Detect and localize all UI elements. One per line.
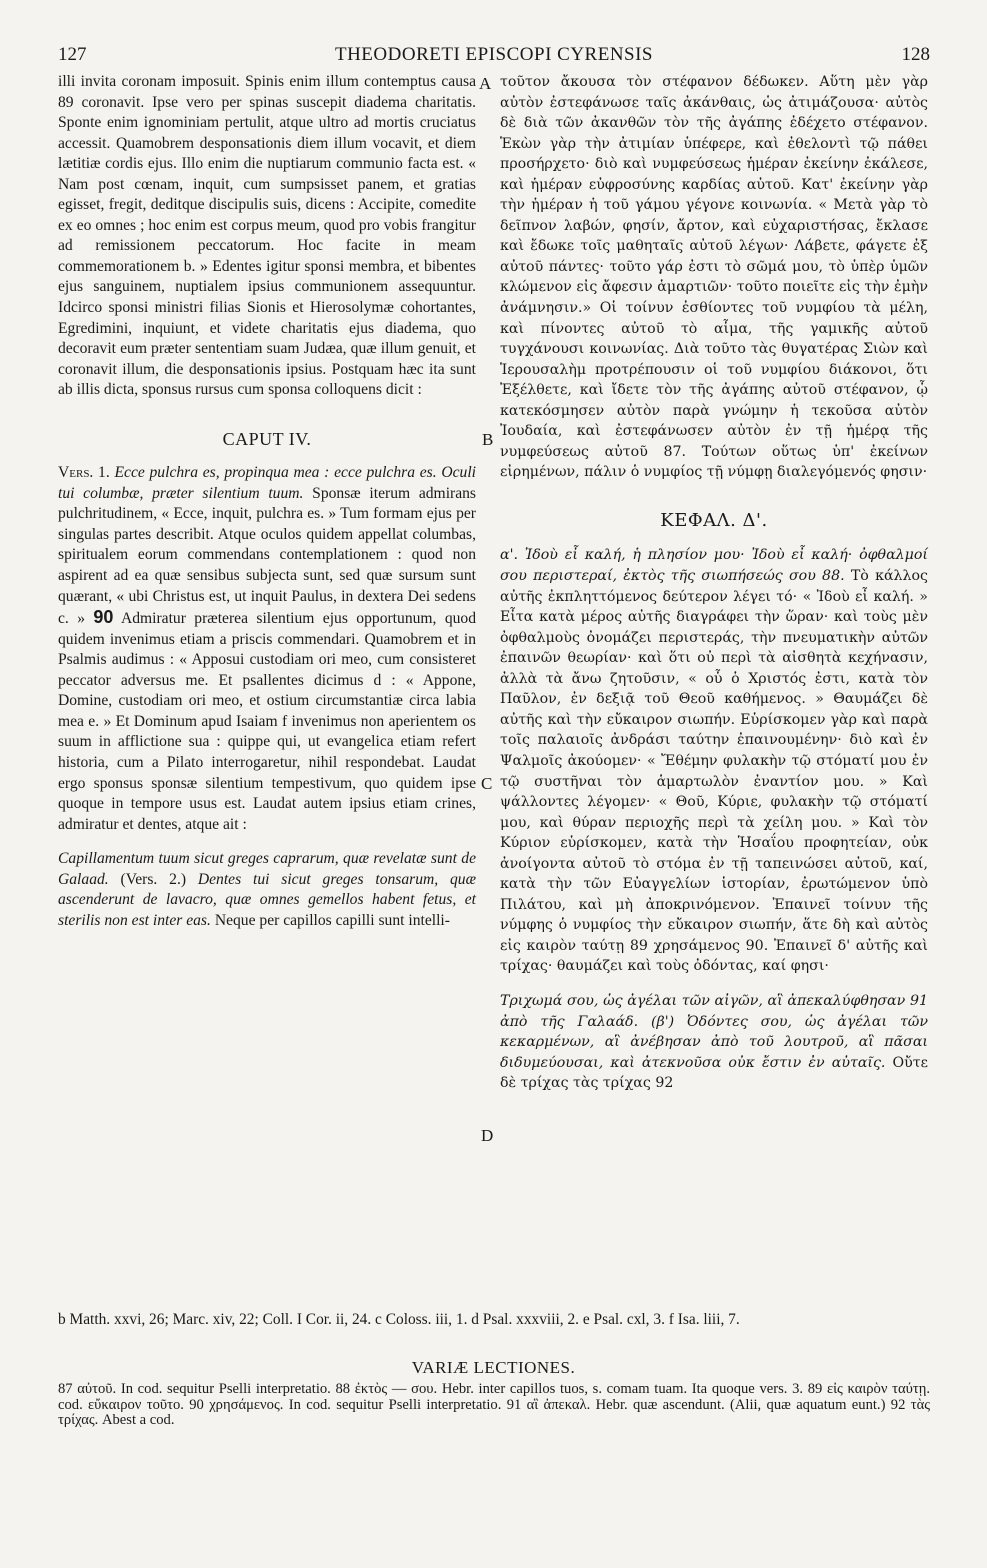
- greek-paragraph-2: [500, 545, 928, 976]
- greek-commentary-tail: Οὔτε δὲ τρίχας τὰς τρίχας 92: [500, 1054, 928, 1092]
- column-number: 90: [93, 607, 114, 628]
- commentary-text: Sponsæ iterum admirans pulchritudinem, « Ecce, inquit, pulchra es. » Tum formam ejus per singulas partes describit. Atque oculos quidem appellat columbas, spiritualem eorum commendans contemplationem : quod non aspirent ad ea quæ sensibus subjecta sunt, sed quæ sursum sunt quærant, « ubi Christus est, ut inquit Paulus, in dextera Dei sedens c. »: [58, 484, 477, 628]
- latin-paragraph-3: [58, 849, 476, 931]
- variae-lectiones-heading: VARIÆ LECTIONES.: [411, 1358, 576, 1377]
- page-number-left: 127: [58, 44, 87, 65]
- greek-paragraph-1: τοῦτον ἄκουσα τὸν στέφανον δέδωκεν. Αὕτη μὲν γὰρ αὐτὸν ἐστεφάνωσε ταῖς ἀκάνθαις, ὡς ἀτιμάζουσα· αὐτὸς δὲ διὰ τῶν ἀκανθῶν τὸν τῆς ἀγάπης ἐδέχετο στέφανον. Ἑκὼν γὰρ τὴν ἀτιμίαν ὑπέφερε, καὶ ἐθελοντὶ τῷ πάθει προσήρχετο· διὸ καὶ νυμφεύσεως ἡμέραν ἐκείνην ἐκάλεσε, καὶ ἡμέραν εὐφροσύνης καρδίας αὐτοῦ. Κατ' ἐκείνην γὰρ τὴν ἡμέραν ἡ τοῦ γάμου γέγονε κοινωνία. « Μετὰ γὰρ τὸ δεῖπνον λαβών, φησίν, ἄρτον, καὶ εὐχαριστήσας, ἔκλασε καὶ ἔδωκε τοῖς μαθηταῖς αὐτοῦ λέγων· Λάβετε, φάγετε ἐξ αὐτοῦ πάντες· τοῦτο γάρ ἐστι τὸ σῶμά μου, τὸ ὑπὲρ ὑμῶν κλώμενον εἰς ἄφεσιν ἁμαρτιῶν· τοῦτο ποιεῖτε εἰς τὴν ἐμὴν ἀνάμνησιν.» Οἱ τοίνυν ἐσθίοντες τοῦ νυμφίου τὰ μέλη, καὶ πίνοντες αὐτοῦ τὸ αἷμα, τῆς γαμικῆς αὐτοῦ τυγχάνουσι κοινωνίας. Διὰ τοῦτο τὰς θυγατέρας Σιὼν καὶ Ἱερουσαλὴμ προτρέπουσιν οἱ τοῦ νυμφίου διάκονοι, ὅτι Ἐξέλθετε, καὶ ἴδετε τὸν τῆς ἀγάπης αὐτοῦ στέφανον, ᾧ κατεκόσμησεν αὐτὸν παρὰ γνώμην ἡ τεκοῦσα αὐτὸν Ἰουδαία, καὶ ἐστεφάνωσεν αὐτὸν ἐν τῇ ἡμέρᾳ τῆς νυμφεύσεως αὐτοῦ 87. Τούτων οὕτως ὑπ' ἐκείνων εἰρημένων, πάλιν ὁ νυμφίος τῇ νύμφῃ διαλεγόμενός φησιν·: [500, 74, 928, 481]
- verse-marker: Vers. 1.: [58, 464, 110, 482]
- latin-paragraph-2: [58, 463, 476, 835]
- margin-letter-c: C: [481, 774, 493, 793]
- greek-chapter-heading: ΚΕΦΑΛ. Δ'.: [660, 509, 768, 531]
- commentary-tail: Neque per capillos capilli sunt intelli-: [214, 911, 450, 929]
- greek-commentary: Τὸ κάλλος αὐτῆς ἐκπληττόμενος δεύτερον λέγει τό· « Ἰδοὺ εἶ καλή. » Εἶτα κατὰ μέρος αὐτῆς διαγράφει τὴν ὥραν· καὶ τοὺς μὲν ὀφθαλμοὺς ὀνομάζει περιστεράς, τὴν πνευματικὴν αὐτῶν ἐπαινῶν θεωρίαν· καὶ ὅτι οὐ περὶ τὰ αἰσθητὰ κεχήνασιν, ἀλλὰ τὰ ἄνω ζητοῦσιν, « οὗ ὁ Χριστός ἐστι, κατὰ τὸν Παῦλον, ἐν δεξιᾷ τοῦ Θεοῦ καθήμενος. » Θαυμάζει δὲ αὐτῆς καὶ τὴν εὔκαιρον σιωπήν. Εὑρίσκομεν γὰρ καὶ παρὰ τοῖς παλαιοῖς ἀνδράσι ταύτην ἐπαινουμένην· διὸ καὶ ἐν Ψαλμοῖς ἀκούομεν· « Ἔθέμην φυλακὴν τῷ στόματί μου ἐν τῷ συστῆναι τὸν ἁμαρτωλὸν ἐναντίον μου. » Καὶ ψάλλοντες λέγομεν· « Θοῦ, Κύριε, φυλακὴν τῷ στόματί μου, καὶ θύραν περιοχῆς περὶ τὰ χείλη μου. » Καὶ τὸν Κύριον εὑρίσκομεν, κατὰ τὴν Ἡσαΐου προφητείαν, οὐκ ἀνοίγοντα αὐτοῦ τὸ στόμα ἐν τῇ ταπεινώσει αὐτοῦ, καί, κατὰ τὴν τῶν Εὐαγγελίων ἱστορίαν, ἐρωτώμενον ὑπὸ Πιλάτου, καὶ μὴ ἀποκρινόμενον. Ἐπαινεῖ τοίνυν τῆς νύμφης ὁ νυμφίος τὴν εὔκαιρον σιωπήν, ἅτε δὴ καὶ αὐτὸς εἰς καιρὸν ταύτῃ 89 χρησάμενος 90. Ἐπαινεῖ δ' αὐτῆς καὶ τρίχας· θαυμάζει καὶ τοὺς ὀδόντας, καί φησι·: [500, 568, 928, 975]
- variae-lectiones-text: 87 αὐτοῦ. In cod. sequitur Pselli interpretatio. 88 ἐκτὸς — σου. Hebr. inter capillos tuos, s. comam tuam. Ita quoque vers. 3. 89 εἰς καιρὸν ταύτῃ. cod. εὔκαιρον τοῦτο. 90 χρησάμενος. In cod. sequitur Pselli interpretatio. 91 αἳ ἀπεκαλ. Hebr. quæ ascendunt. (Alii, quæ aquatum eunt.) 92 τὰς τρίχας. Abest a cod.: [58, 1381, 930, 1429]
- margin-letter-a: A: [479, 74, 492, 93]
- greek-paragraph-3: [500, 991, 928, 1094]
- greek-column: [500, 72, 928, 1094]
- latin-column: [58, 72, 476, 931]
- verse-marker-2: (Vers. 2.): [120, 870, 187, 888]
- latin-chapter-heading: CAPUT IV.: [222, 428, 312, 449]
- greek-verse-text-2: Τριχωμά σου, ὡς ἀγέλαι τῶν αἰγῶν, αἳ ἀπεκαλύφθησαν 91 ἀπὸ τῆς Γαλαάδ. (β') Ὀδόντες σου, ὡς ἀγέλαι τῶν κεκαρμένων, αἳ ἀνέβησαν ἀπὸ τοῦ λουτροῦ, αἳ πᾶσαι διδυμεύουσαι, καὶ ἀτεκνοῦσα οὐκ ἔστιν ἐν αὐταῖς.: [500, 992, 928, 1071]
- greek-verse-text: α'. Ἰδοὺ εἶ καλή, ἡ πλησίον μου· Ἰδοὺ εἶ καλή· ὀφθαλμοί σου περιστεραί, ἐκτὸς τῆς σιωπήσεώς σου 88.: [500, 547, 928, 585]
- page-number-right: 128: [901, 44, 930, 65]
- verse-text-b: Dentes tui sicut greges tonsarum, quæ ascenderunt de lavacro, quæ omnes gemellos habent fetus, et sterilis non est inter eas.: [58, 870, 477, 929]
- margin-letter-b: B: [482, 430, 494, 449]
- latin-paragraph-1: illi invita coronam imposuit. Spinis enim illum contemptus causa 89 coronavit. Ipse vero per spinas suscepit diadema charitatis. Sponte enim ignominiam pertulit, atque ultro ad mortis cruciatus accessit. Quamobrem desponsationis diem illum vocavit, et diem lætitiæ cordis ejus. Illo enim die nuptiarum communio facta est. « Nam post cœnam, inquit, cum sumpsisset panem, et gratias egisset, fregit, deditque discipulis suis, dicens : Accipite, comedite ex eo omnes ; hoc enim est corpus meum, quod pro vobis frangitur ad remissionem peccatorum. Hoc facite in meam commemorationem b. » Edentes igitur sponsi membra, et bibentes ejus sanguinem, nuptialem ipsius communionem assequuntur. Idcirco sponsi ministri filias Sionis et Hierosolymæ cohortantes, Egredimini, inquiunt, et videte charitatis ejus diadema, quo decoravit eum præter sententiam suam Judæa, quæ illum genuit, et coronavit illum, die desponsationis ipsius. Postquam hæc ita sunt ab illis dicta, sponsus rursus cum sponsa colloquens dicit :: [58, 73, 476, 399]
- verse-text: Ecce pulchra es, propinqua mea : ecce pulchra es. Oculi tui columbæ, præter silentium tuum.: [58, 464, 476, 502]
- verse-text-a: Capillamentum tuum sicut greges caprarum, quæ revelatæ sunt de Galaad.: [58, 850, 476, 888]
- footnotes: b Matth. xxvi, 26; Marc. xiv, 22; Coll. I Cor. ii, 24. c Coloss. iii, 1. d Psal. xxxviii, 2. e Psal. cxl, 3. f Isa. liii, 7.: [58, 1311, 740, 1328]
- margin-letter-d: D: [481, 1126, 494, 1145]
- running-title: THEODORETI EPISCOPI CYRENSIS: [334, 44, 654, 65]
- page-header: [58, 44, 930, 68]
- commentary-text-continued: Admiratur præterea silentium ejus opportunum, quod quidem invenimus etiam a priscis commendari. Quamobrem et in Psalmis audimus : « Apposui custodiam ori meo, cum consisteret peccator adversus me. Et psallentes dicimus d : « Appone, Domine, custodiam ori meo, et ostium circumstantiæ circa labia mea e. » Et Dominum apud Isaiam f invenimus non aperientem os suum in afflictione sua : quippe qui, ut evangelica etiam refert historia, cum a Pilato interrogaretur, nihil respondebat. Laudat ergo sponsus sponsæ silentium tempestivum, quo quidem ipse quoque in tempore usus est. Laudat autem ipsius etiam crines, admiratur et dentes, atque ait :: [58, 610, 477, 833]
